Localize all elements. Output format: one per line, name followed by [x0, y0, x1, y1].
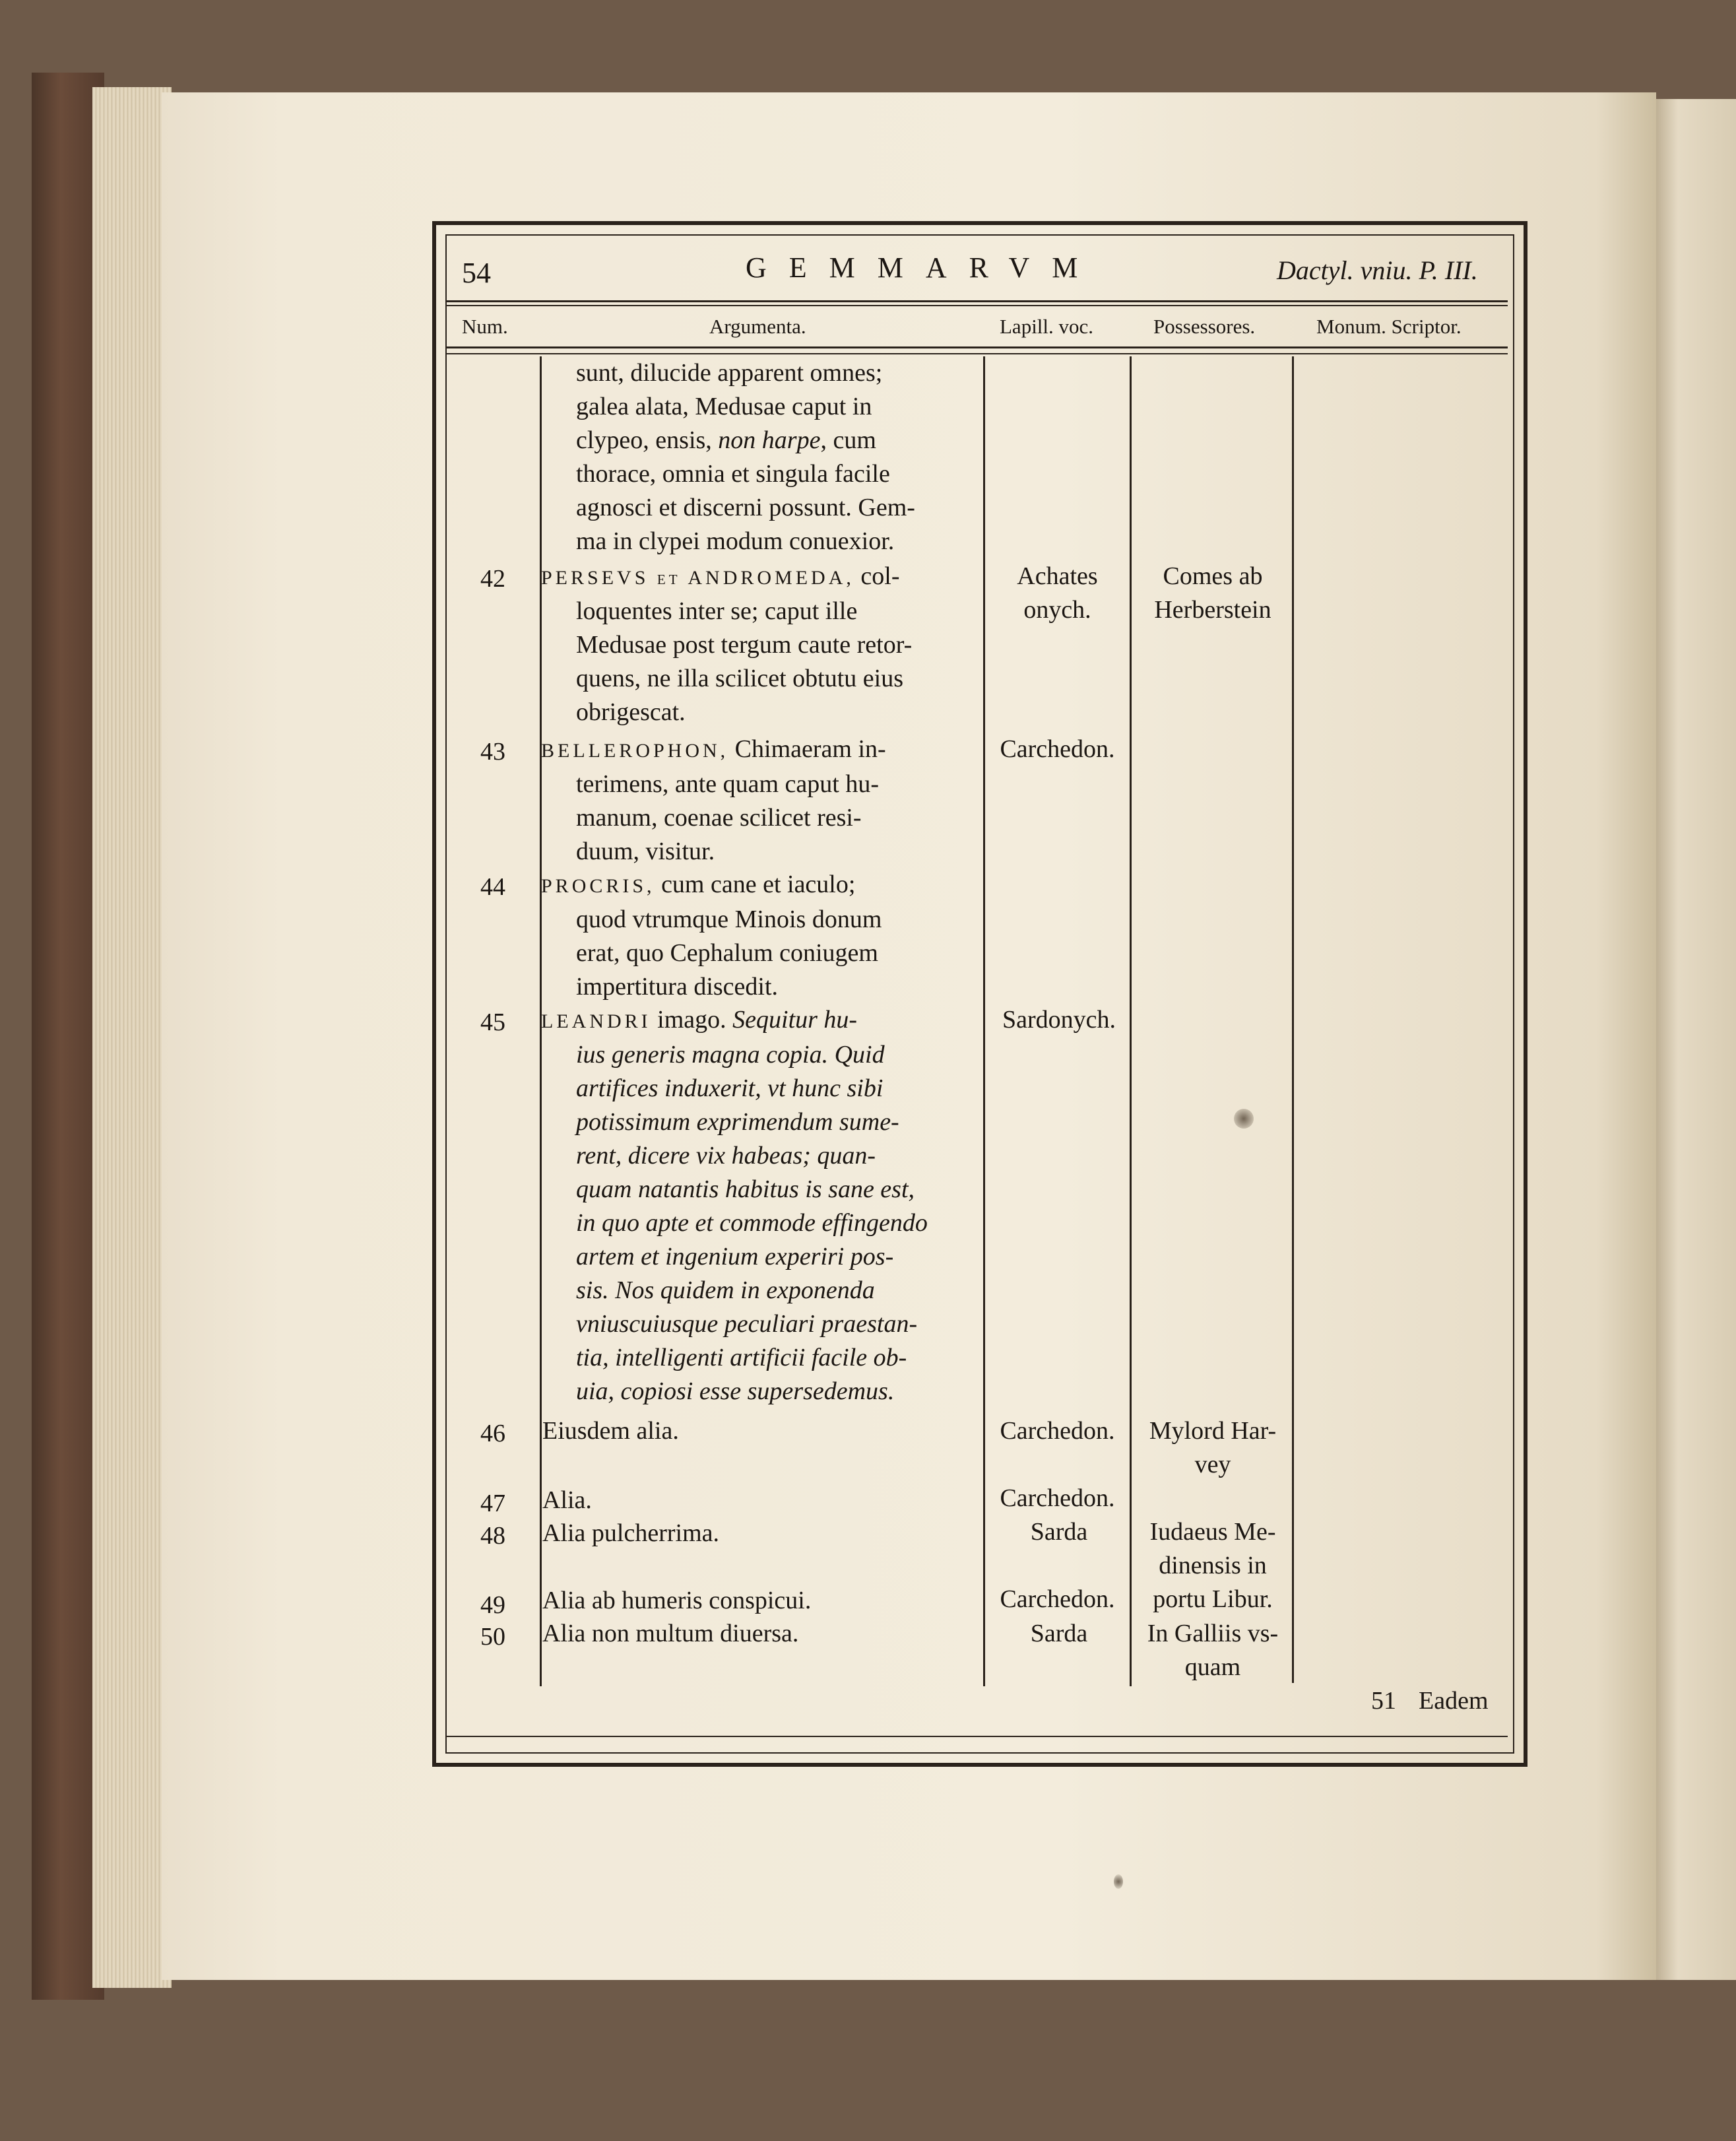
facing-page [1653, 99, 1736, 1980]
row-46-lapill: Carchedon. [1000, 1417, 1115, 1445]
row-50-num: 50 [480, 1623, 505, 1651]
footer-rule [445, 1736, 1508, 1737]
row-45-argument: LEANDRI imago. Sequitur hu- ius generis magna copia. Quid artifices induxerit, vt hunc sibi potissimum exprimendum sume- rent, dicere vix habeas; quan- quam natantis habitus is sane est, in quo apte et commode effingendo artem et ingenium experiri pos- sis. Nos quidem in exponenda vniuscuiusque peculiari praestan- tia, intelligenti artificii facile ob- uia, copiosi esse supersedemus. [541, 1006, 928, 1405]
row-48-argument: Alia pulcherrima. [542, 1519, 720, 1547]
row-42-possessor: Comes ab Herberstein [1154, 562, 1271, 624]
row-43-num: 43 [480, 738, 505, 766]
row-50-possessor: In Galliis vs- quam [1147, 1620, 1279, 1681]
col-sep-possessores [1292, 356, 1294, 1683]
header-rule-top-thin [445, 305, 1508, 306]
page-number: 54 [462, 257, 491, 289]
row-50-lapill: Sarda [1030, 1620, 1088, 1647]
row-48-lapill: Sarda [1030, 1518, 1088, 1546]
column-header-num: Num. [462, 315, 508, 338]
row-50-argument: Alia non multum diuersa. [542, 1620, 799, 1647]
column-header-lapill: Lapill. voc. [1000, 315, 1094, 338]
paper-spot [1234, 1109, 1254, 1129]
row-continuation-lines: sunt, dilucide apparent omnes; galea alata, Medusae caput in clypeo, ensis, non harpe, cum thorace, omnia et singula facile agnosci et discerni possunt. Gem- ma in clypei modum conuexior. [576, 359, 915, 555]
row-44-num: 44 [480, 873, 505, 901]
row-49-argument: Alia ab humeris conspicui. [542, 1587, 812, 1614]
row-49-num: 49 [480, 1591, 505, 1619]
row-48-possessor: Iudaeus Me- dinensis in portu Libur. [1149, 1518, 1276, 1613]
header-rule-bottom-thin [445, 353, 1508, 354]
col-sep-lapill [1130, 356, 1132, 1686]
header-rule-top [445, 300, 1508, 302]
row-46-argument: Eiusdem alia. [542, 1417, 679, 1445]
row-43-lapill: Carchedon. [1000, 735, 1115, 763]
paper-spot [1114, 1874, 1123, 1889]
row-45-lapill: Sardonych. [1002, 1006, 1116, 1034]
column-header-argumenta: Argumenta. [709, 315, 806, 338]
column-header-monum: Monum. Scriptor. [1316, 315, 1462, 338]
row-42-lapill: Achates onych. [1017, 562, 1098, 624]
row-48-num: 48 [480, 1522, 505, 1550]
row-46-num: 46 [480, 1420, 505, 1447]
row-47-argument: Alia. [542, 1486, 592, 1514]
row-47-num: 47 [480, 1490, 505, 1517]
catchword: Eadem [1419, 1687, 1489, 1715]
running-title: GEMMARVM [746, 251, 1101, 284]
row-49-lapill: Carchedon. [1000, 1585, 1115, 1613]
row-42-num: 42 [480, 565, 505, 593]
running-title-right: Dactyl. vniu. P. III. [1277, 255, 1478, 285]
catchword-number: 51 [1371, 1687, 1396, 1715]
row-46-possessor: Mylord Har- vey [1149, 1417, 1277, 1478]
row-47-lapill: Carchedon. [1000, 1484, 1115, 1512]
row-43-argument: BELLEROPHON, Chimaeram in- terimens, ante quam caput hu- manum, coenae scilicet resi- duum, visitur. [541, 735, 886, 865]
header-rule-bottom [445, 346, 1508, 348]
row-42-argument: PERSEVS et ANDROMEDA, col- loquentes inter se; caput ille Medusae post tergum caute retor- quens, ne illa scilicet obtutu eius obrigescat. [541, 562, 913, 726]
row-45-num: 45 [480, 1008, 505, 1036]
column-header-possessores: Possessores. [1153, 315, 1256, 338]
row-44-argument: PROCRIS, cum cane et iaculo; quod vtrumque Minois donum erat, quo Cephalum coniugem impertitura discedit. [541, 871, 882, 1001]
page-edges [92, 87, 172, 1988]
col-sep-argumenta [983, 356, 985, 1686]
